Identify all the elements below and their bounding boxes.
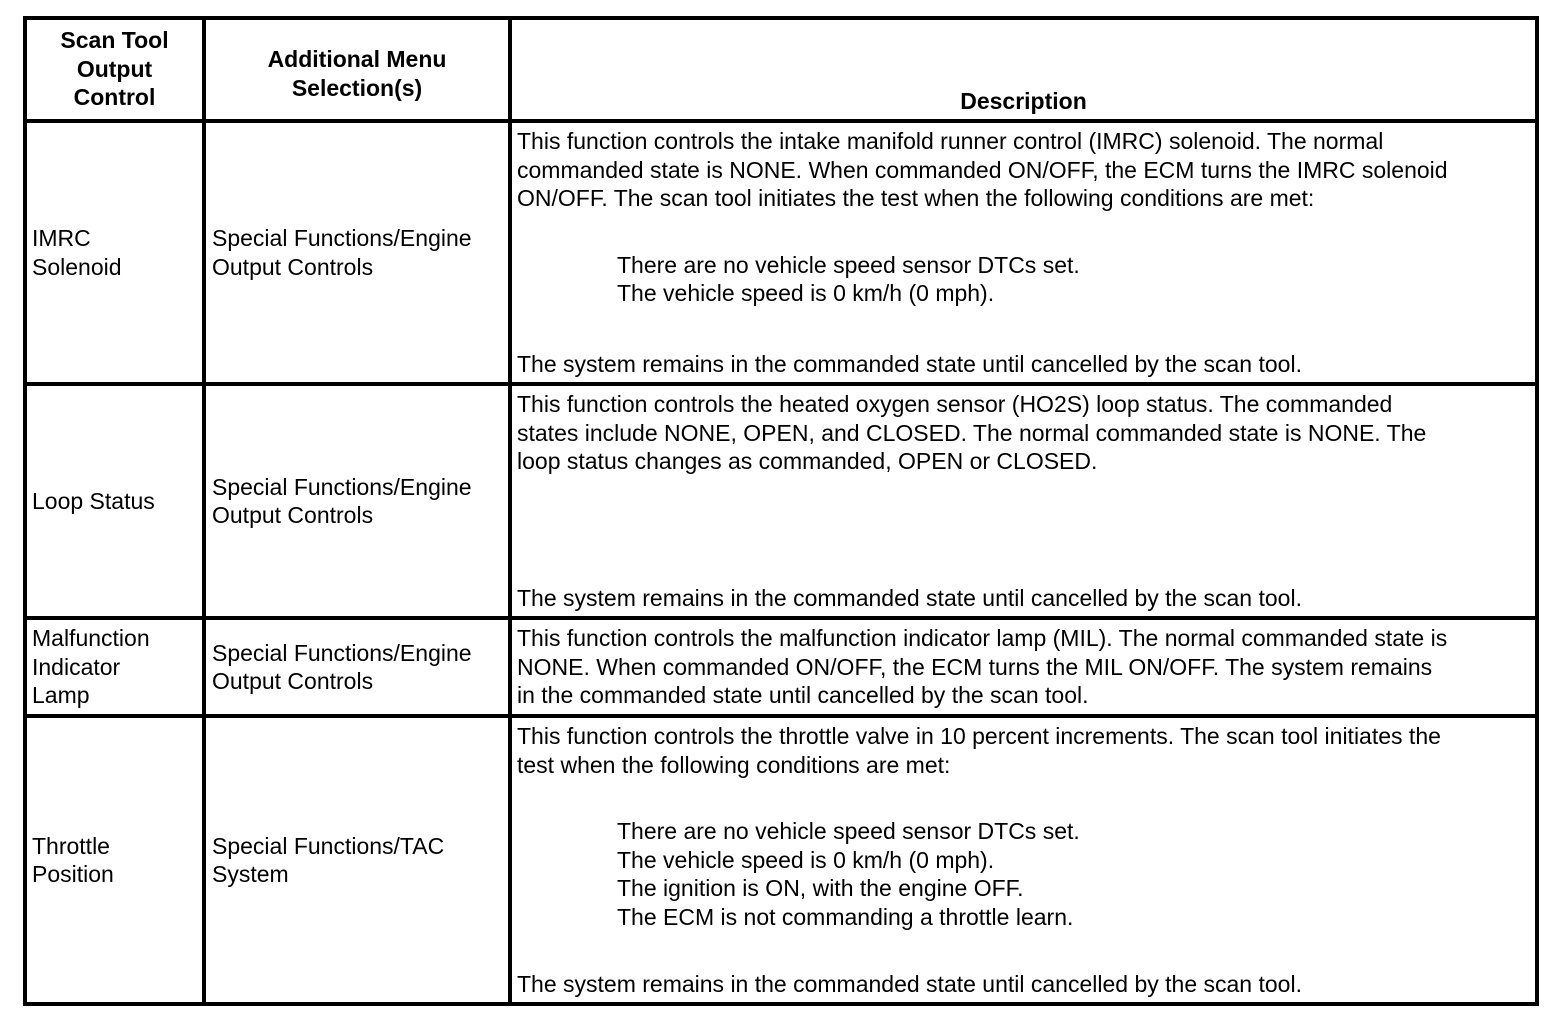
description-line: commanded state is NONE. When commanded ON/OFF, the ECM turns the IMRC solenoid	[517, 156, 1448, 183]
menu-selection-line: Special Functions/Engine	[212, 473, 472, 500]
condition-item: The vehicle speed is 0 km/h (0 mph).	[617, 846, 995, 873]
control-name-line: IMRC	[32, 225, 91, 251]
menu-selection-cell	[202, 386, 508, 616]
header-col1-line: Output	[76, 55, 153, 82]
description-footer: The system remains in the commanded state until cancelled by the scan tool.	[517, 584, 1302, 611]
control-name-line: Position	[32, 861, 114, 887]
table-row	[27, 119, 1535, 382]
control-name-line: Loop Status	[32, 487, 155, 514]
control-name-cell	[27, 123, 202, 382]
header-col2-line: Selection(s)	[291, 74, 423, 101]
description-line: This function controls the intake manifold runner control (IMRC) solenoid. The normal	[517, 128, 1384, 154]
table-row	[27, 382, 1535, 616]
menu-selection-line: Output Controls	[212, 253, 374, 280]
header-description	[508, 20, 1535, 119]
spacer	[517, 931, 1535, 970]
header-col2-line: Additional Menu	[267, 46, 447, 72]
header-col1-line: Control	[73, 84, 156, 110]
table-row	[27, 714, 1535, 1002]
header-description-label: Description	[960, 87, 1087, 114]
spacer	[517, 308, 1535, 350]
description-footer: The system remains in the commanded state until cancelled by the scan tool.	[517, 970, 1302, 997]
table-header-row	[27, 20, 1535, 119]
control-name-line: Throttle	[32, 832, 110, 859]
control-name-cell	[27, 386, 202, 616]
table-row	[27, 616, 1535, 714]
description-line: This function controls the heated oxygen sensor (HO2S) loop status. The commanded	[517, 391, 1393, 417]
header-col1-line: Scan Tool	[60, 27, 169, 53]
description-line: in the commanded state until cancelled by the scan tool.	[517, 682, 1089, 708]
condition-item: The ECM is not commanding a throttle learn.	[617, 903, 1074, 930]
spacer	[517, 779, 1535, 817]
menu-selection-cell	[202, 718, 508, 1002]
condition-item: The ignition is ON, with the engine OFF.	[617, 875, 1024, 901]
condition-item: The vehicle speed is 0 km/h (0 mph).	[617, 280, 995, 306]
menu-selection-line: Special Functions/Engine	[212, 225, 472, 251]
menu-selection-line: Special Functions/TAC	[212, 832, 445, 859]
description-cell	[508, 123, 1535, 382]
menu-selection-line: Output Controls	[212, 668, 374, 694]
description-cell	[508, 620, 1535, 714]
description-footer: The system remains in the commanded state until cancelled by the scan tool.	[517, 350, 1302, 377]
spacer	[517, 476, 1535, 584]
control-name-cell	[27, 718, 202, 1002]
control-name-cell	[27, 620, 202, 714]
menu-selection-cell	[202, 620, 508, 714]
spacer	[517, 213, 1535, 251]
description-line: NONE. When commanded ON/OFF, the ECM turns the MIL ON/OFF. The system remains	[517, 653, 1433, 680]
description-line: loop status changes as commanded, OPEN or CLOSED.	[517, 448, 1098, 474]
menu-selection-line: System	[212, 861, 289, 887]
control-name-line: Malfunction	[32, 625, 150, 652]
control-name-line: Solenoid	[32, 253, 122, 280]
description-cell	[508, 718, 1535, 1002]
description-line: test when the following conditions are met:	[517, 751, 951, 778]
description-line: This function controls the throttle valve in 10 percent increments. The scan tool initiates the	[517, 723, 1441, 749]
control-name-line: Indicator	[32, 653, 121, 680]
menu-selection-cell	[202, 123, 508, 382]
description-line: This function controls the malfunction indicator lamp (MIL). The normal commanded state is	[517, 625, 1448, 651]
description-cell	[508, 386, 1535, 616]
description-line: ON/OFF. The scan tool initiates the test when the following conditions are met:	[517, 185, 1315, 211]
condition-item: There are no vehicle speed sensor DTCs set.	[617, 251, 1080, 278]
header-scan-tool-output-control	[27, 20, 202, 119]
menu-selection-line: Output Controls	[212, 502, 374, 528]
header-additional-menu-selections	[202, 20, 508, 119]
condition-item: There are no vehicle speed sensor DTCs set.	[617, 818, 1080, 844]
description-line: states include NONE, OPEN, and CLOSED. The normal commanded state is NONE. The	[517, 419, 1427, 446]
control-name-line: Lamp	[32, 682, 90, 709]
output-controls-table	[23, 16, 1539, 1006]
menu-selection-line: Special Functions/Engine	[212, 639, 472, 666]
